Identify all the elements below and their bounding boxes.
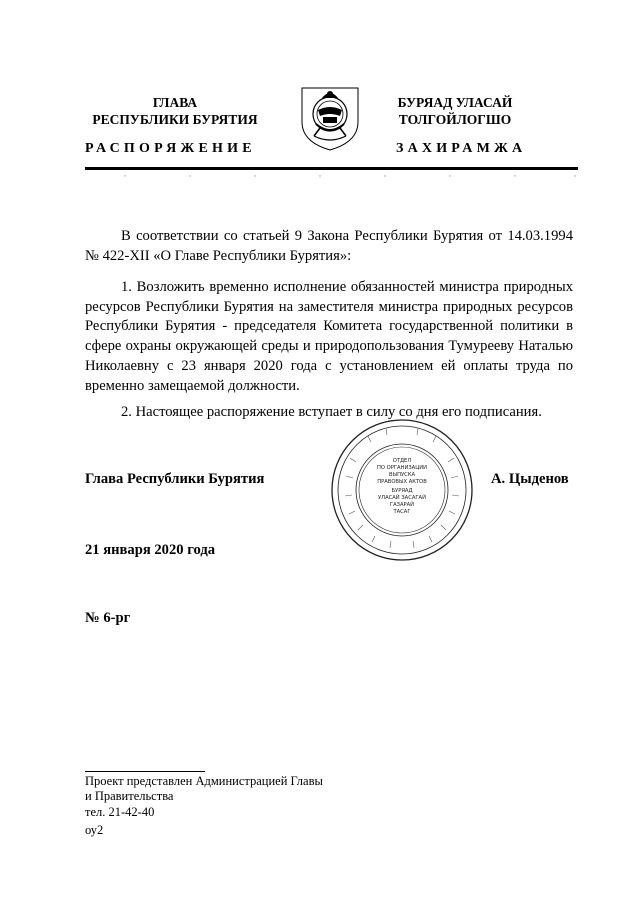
intro-text: В соответствии со статьей 9 Закона Республики Бурятия от 14.03.1994 № 422-XII «О Главе Республики Бурятия»: bbox=[85, 228, 573, 264]
stamp-line-7: ГАЗАРАЙ bbox=[389, 502, 415, 508]
footer-line-2: и Правительства bbox=[85, 789, 174, 804]
footer-line-1: Проект представлен Администрацией Главы bbox=[85, 774, 323, 788]
stamp-line-4: ПРАВОВЫХ АКТОВ bbox=[377, 479, 427, 485]
footer-note bbox=[85, 774, 323, 820]
stamp-line-6: УЛАСАЙ ЗАСАГАЙ bbox=[378, 495, 426, 501]
stamp-line-5: БУРЯАД bbox=[391, 488, 413, 494]
document-date: 21 января 2020 года bbox=[85, 542, 216, 558]
item-2-text: 2. Настоящее распоряжение вступает в силу со дня его подписания. bbox=[121, 404, 542, 420]
item-1-paragraph bbox=[85, 278, 573, 396]
signatory-position: Глава Республики Бурятия bbox=[85, 471, 265, 487]
official-stamp-seal bbox=[330, 418, 474, 562]
item-1-text: 1. Возложить временно исполнение обязанностей министра природных ресурсов Республики Бурятия на заместителя министра природных ресурсов Республики Бурятия - председателя Комитета государственной политики в сфере охраны окружающей среды и природопользования Тумурееву Наталью Николаевну с 23 января 2020 года с установлением ей оплаты труда по временно замещаемой должности. bbox=[85, 279, 573, 394]
stamp-line-1: ОТДЕЛ bbox=[392, 458, 412, 464]
doc-type-ru: РАСПОРЯЖЕНИЕ bbox=[85, 141, 256, 156]
header-left-line2: РЕСПУБЛИКИ БУРЯТИЯ bbox=[92, 112, 258, 127]
signatory-name: А. Цыденов bbox=[491, 471, 569, 487]
header-left-line1: ГЛАВА bbox=[152, 95, 198, 110]
header-divider bbox=[85, 167, 578, 170]
dotted-divider bbox=[85, 173, 578, 179]
document-number: № 6-рг bbox=[85, 610, 131, 626]
footer-divider bbox=[85, 771, 205, 772]
intro-paragraph bbox=[85, 227, 573, 266]
header-right bbox=[372, 94, 538, 128]
stamp-line-8: ТАСАГ bbox=[393, 509, 411, 515]
stamp-line-3: ВЫПУСКА bbox=[388, 472, 416, 478]
header-right-line2: ТОЛГОЙЛОГШО bbox=[398, 112, 512, 127]
footer-code: оу2 bbox=[85, 823, 104, 837]
coat-of-arms-emblem bbox=[296, 84, 364, 152]
header-left bbox=[80, 94, 270, 128]
stamp-line-2: ПО ОРГАНИЗАЦИИ bbox=[376, 465, 428, 471]
header-right-line1: БУРЯАД УЛАСАЙ bbox=[397, 95, 513, 110]
footer-line-3: тел. 21-42-40 bbox=[85, 804, 155, 819]
doc-type-bur: ЗАХИРАМЖА bbox=[396, 141, 527, 156]
item-2-paragraph bbox=[85, 403, 573, 423]
